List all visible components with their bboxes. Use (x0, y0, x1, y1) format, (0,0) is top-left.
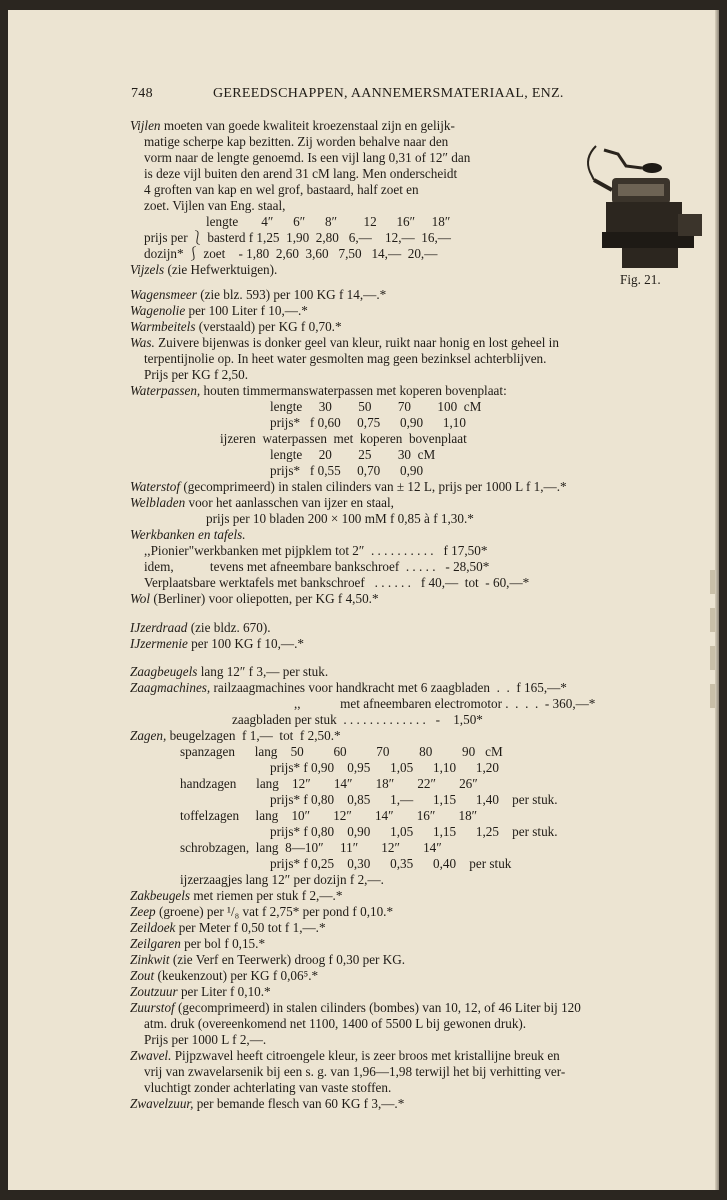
table-row: prijs* f 0,90 0,95 1,05 1,10 1,20 (270, 760, 499, 775)
table-row: schrobzagen, lang 8—10″ 11″ 12″ 14″ (180, 840, 442, 855)
text-line: terpentijnolie op. In heet water gesmolten mag geen bezinksel achterblijven. (144, 351, 547, 366)
table-row: spanzagen lang 50 60 70 80 90 cM (180, 744, 503, 759)
entry-zuurstof: Zuurstof (gecomprimeerd) in stalen cilinders (bombes) van 10, 12, of 46 Liter bij 120 (130, 1000, 581, 1015)
book-page (8, 10, 719, 1190)
text-line: zoet. Vijlen van Eng. staal, (144, 198, 286, 213)
entry-zout: Zout (keukenzout) per KG f 0,06⁵.* (130, 968, 319, 983)
text-line: Prijs per 1000 L f 2,—. (144, 1032, 267, 1047)
table-row: prijs* f 0,60 0,75 0,90 1,10 (270, 415, 466, 430)
table-row: handzagen lang 12″ 14″ 18″ 22″ 26″ (180, 776, 478, 791)
entry-wagensmeer: Wagensmeer (zie blz. 593) per 100 KG f 14,—.* (130, 287, 387, 302)
entry-warmbeitels: Warmbeitels (verstaald) per KG f 0,70.* (130, 319, 342, 334)
price-row: ,, met afneembaren electromotor . . . . - 360,—* (294, 696, 596, 711)
entry-zoutzuur: Zoutzuur per Liter f 0,10.* (130, 984, 271, 999)
table-row: lengte 30 50 70 100 cM (270, 399, 482, 414)
table-row: lengte 4″ 6″ 8″ 12 16″ 18″ (206, 214, 451, 229)
table-row: toffelzagen lang 10″ 12″ 14″ 16″ 18″ (180, 808, 478, 823)
figure-caption: Fig. 21. (620, 272, 661, 287)
entry-zwavel: Zwavel. Pijpzwavel heeft citroengele kleur, is zeer broos met kristallijne breuk en (130, 1048, 560, 1063)
entry-term: Vijlen (130, 118, 161, 133)
text-line: prijs per 10 bladen 200 × 100 mM f 0,85 à f 1,30.* (206, 511, 474, 526)
entry-zagen: Zagen, beugelzagen f 1,— tot f 2,50.* (130, 728, 341, 743)
table-row: prijs* f 0,80 0,85 1,— 1,15 1,40 per stuk. (270, 792, 558, 807)
entry-zaagmachines: Zaagmachines, railzaagmachines voor handkracht met 6 zaagbladen . . f 165,—* (130, 680, 567, 695)
entry-zinkwit: Zinkwit (zie Verf en Teerwerk) droog f 0,30 per KG. (130, 952, 406, 967)
entry-zakbeugels: Zakbeugels met riemen per stuk f 2,—.* (130, 888, 343, 903)
entry-wol: Wol (Berliner) voor oliepotten, per KG f 4,50.* (130, 591, 379, 606)
text-line: Prijs per KG f 2,50. (144, 367, 249, 382)
entry-wagenolie: Wagenolie per 100 Liter f 10,—.* (130, 303, 308, 318)
table-row: prijs* f 0,25 0,30 0,35 0,40 per stuk (270, 856, 512, 871)
entry-zeilgaren: Zeilgaren per bol f 0,15.* (130, 936, 266, 951)
entry-vijlen: Vijlen moeten van goede kwaliteit kroezenstaal zijn en gelijk- (130, 118, 455, 133)
price-row: idem, tevens met afneembare bankschroef . . . . . - 28,50* (144, 559, 490, 574)
entry-zeildoek: Zeildoek per Meter f 0,50 tot f 1,—.* (130, 920, 326, 935)
text-line: vorm naar de lengte genoemd. Is een vijl lang 0,31 of 12″ dan (144, 150, 471, 165)
table-row: lengte 20 25 30 cM (270, 447, 436, 462)
entry-was: Was. Zuivere bijenwas is donker geel van kleur, ruikt naar honig en lost geheel in (130, 335, 559, 350)
entry-ijzerdraad: IJzerdraad (zie bldz. 670). (130, 620, 271, 635)
text-line: is deze vijl buiten den arend 31 cM lang. Men onderscheidt (144, 166, 458, 181)
table-row: prijs* f 0,55 0,70 0,90 (270, 463, 424, 478)
text-line: matige scherpe kap bezitten. Zij worden behalve naar den (144, 134, 449, 149)
entry-werkbanken: Werkbanken en tafels. (130, 527, 246, 542)
text-line: atm. druk (overeenkomend net 1100, 1400 of 5500 L bij gewonen druk). (144, 1016, 527, 1031)
text-line: vrij van zwavelarsenik bij een s. g. van 1,96—1,98 terwijl het bij verhitting ver- (144, 1064, 566, 1079)
page-number: 748 (131, 86, 153, 101)
entry-waterpassen: Waterpassen, houten timmermanswaterpassen met koperen bovenplaat: (130, 383, 507, 398)
page-content (8, 10, 719, 1190)
text-line: ijzeren waterpassen met koperen bovenplaat (220, 431, 467, 446)
vice-illustration (582, 128, 708, 276)
entry-ijzermenie: IJzermenie per 100 KG f 10,—.* (130, 636, 304, 651)
table-row: prijs* f 0,80 0,90 1,05 1,15 1,25 per stuk. (270, 824, 558, 839)
entry-waterstof: Waterstof (gecomprimeerd) in stalen cilinders van ± 12 L, prijs per 1000 L f 1,—.* (130, 479, 567, 494)
text-line: ijzerzaagjes lang 12″ per dozijn f 2,—. (180, 872, 384, 887)
entry-zaagbeugels: Zaagbeugels lang 12″ f 3,— per stuk. (130, 664, 329, 679)
table-row: dozijn* ⎰ zoet - 1,80 2,60 3,60 7,50 14,— 20,— (144, 246, 438, 261)
text-line: vluchtigt zonder achterlating van vaste stoffen. (144, 1080, 392, 1095)
entry-welbladen: Welbladen voor het aanlasschen van ijzer en staal, (130, 495, 394, 510)
entry-vijzels: Vijzels (zie Hefwerktuigen). (130, 262, 278, 277)
text-line: 4 groften van kap en wel grof, bastaard, half zoet en (144, 182, 419, 197)
table-row: prijs per ⎱ basterd f 1,25 1,90 2,80 6,— 12,— 16,— (144, 230, 451, 245)
price-row: ,,Pionier"werkbanken met pijpklem tot 2″ . . . . . . . . . . f 17,50* (144, 543, 488, 558)
entry-zwavelzuur: Zwavelzuur, per bemande flesch van 60 KG f 3,—.* (130, 1096, 405, 1111)
price-row: Verplaatsbare werktafels met bankschroef . . . . . . f 40,— tot - 60,—* (144, 575, 530, 590)
running-title: GEREEDSCHAPPEN, AANNEMERSMATERIAAL, ENZ. (213, 86, 564, 101)
price-row: zaagbladen per stuk . . . . . . . . . . . . . - 1,50* (232, 712, 483, 727)
entry-zeep: Zeep (groene) per ¹/₈ vat f 2,75* per pond f 0,10.* (130, 904, 394, 919)
